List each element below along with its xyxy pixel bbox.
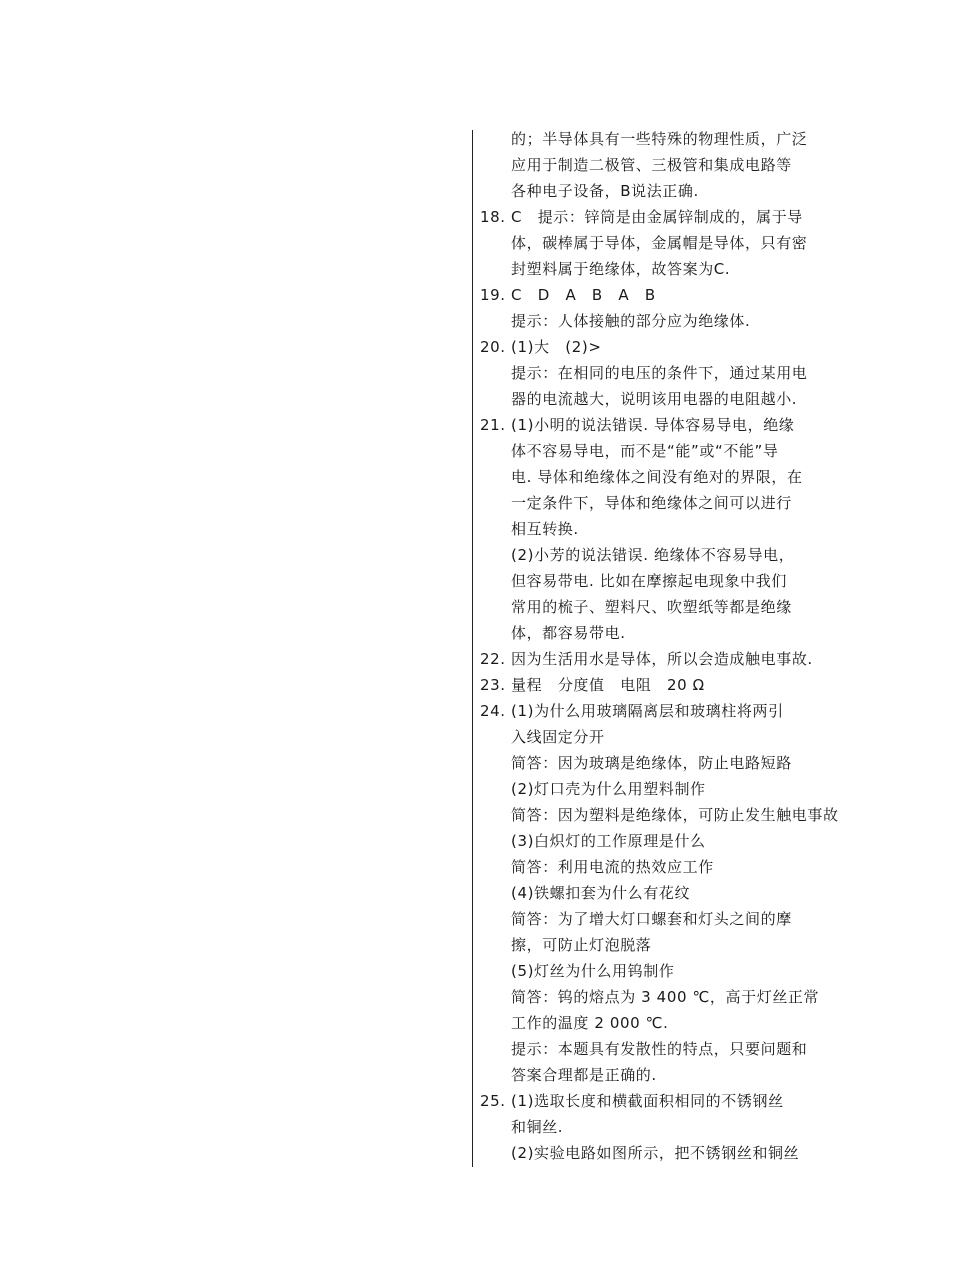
column-divider [472, 130, 473, 1167]
text-line: 体不容易导电，而不是“能”或“不能”导 [511, 442, 779, 460]
text-line: 相互转换. [511, 520, 579, 538]
text-line: 简答：因为玻璃是绝缘体，防止电路短路 [511, 754, 792, 772]
text-line: 19. C D A B A B [480, 286, 656, 304]
text-line: (2)小芳的说法错误. 绝缘体不容易导电， [511, 546, 795, 564]
text-line: 常用的梳子、塑料尺、吹塑纸等都是绝缘 [511, 598, 792, 616]
text-line: (2)灯口壳为什么用塑料制作 [511, 780, 706, 798]
text-line: 提示：本题具有发散性的特点，只要问题和 [511, 1040, 808, 1058]
text-line: 应用于制造二极管、三极管和集成电路等 [511, 156, 792, 174]
text-line: 器的电流越大，说明该用电器的电阻越小. [511, 390, 798, 408]
text-line: 和铜丝. [511, 1118, 564, 1136]
text-line: (3)白炽灯的工作原理是什么 [511, 832, 706, 850]
text-line: 各种电子设备，B说法正确. [511, 182, 699, 200]
text-line: 体，碳棒属于导体，金属帽是导体，只有密 [511, 234, 808, 252]
text-line: 提示：在相同的电压的条件下，通过某用电 [511, 364, 808, 382]
text-line: 简答：为了增大灯口螺套和灯头之间的摩 [511, 910, 792, 928]
text-line: 23. 量程 分度值 电阻 20 Ω [480, 676, 705, 694]
text-line: 18. C 提示：锌筒是由金属锌制成的，属于导 [480, 208, 803, 226]
text-line: (2)实验电路如图所示，把不锈钢丝和铜丝 [511, 1144, 800, 1162]
text-line: 体，都容易带电. [511, 624, 626, 642]
text-line: (4)铁螺扣套为什么有花纹 [511, 884, 691, 902]
text-line: 21. (1)小明的说法错误. 导体容易导电，绝缘 [480, 416, 795, 434]
text-line: 25. (1)选取长度和横截面积相同的不锈钢丝 [480, 1092, 784, 1110]
text-line: 提示：人体接触的部分应为绝缘体. [511, 312, 751, 330]
text-line: 一定条件下，导体和绝缘体之间可以进行 [511, 494, 792, 512]
text-line: 24. (1)为什么用玻璃隔离层和玻璃柱将两引 [480, 702, 784, 720]
text-line: 22. 因为生活用水是导体，所以会造成触电事故. [480, 650, 813, 668]
answer-column [480, 126, 839, 1166]
text-line: 简答：因为塑料是绝缘体，可防止发生触电事故 [511, 806, 839, 824]
text-line: 电. 导体和绝缘体之间没有绝对的界限，在 [511, 468, 803, 486]
text-line: 擦，可防止灯泡脱落 [511, 936, 652, 954]
text-line: 简答：利用电流的热效应工作 [511, 858, 714, 876]
text-line: 答案合理都是正确的. [511, 1066, 657, 1084]
text-line: 20. (1)大 (2)> [480, 338, 602, 356]
text-line: 封塑料属于绝缘体，故答案为C. [511, 260, 731, 278]
text-line: 简答：钨的熔点为 3 400 ℃，高于灯丝正常 [511, 988, 820, 1006]
text-line: 但容易带电. 比如在摩擦起电现象中我们 [511, 572, 787, 590]
text-line: 的；半导体具有一些特殊的物理性质，广泛 [511, 130, 808, 148]
text-line: (5)灯丝为什么用钨制作 [511, 962, 675, 980]
text-line: 工作的温度 2 000 ℃. [511, 1014, 669, 1032]
text-line: 入线固定分开 [511, 728, 605, 746]
